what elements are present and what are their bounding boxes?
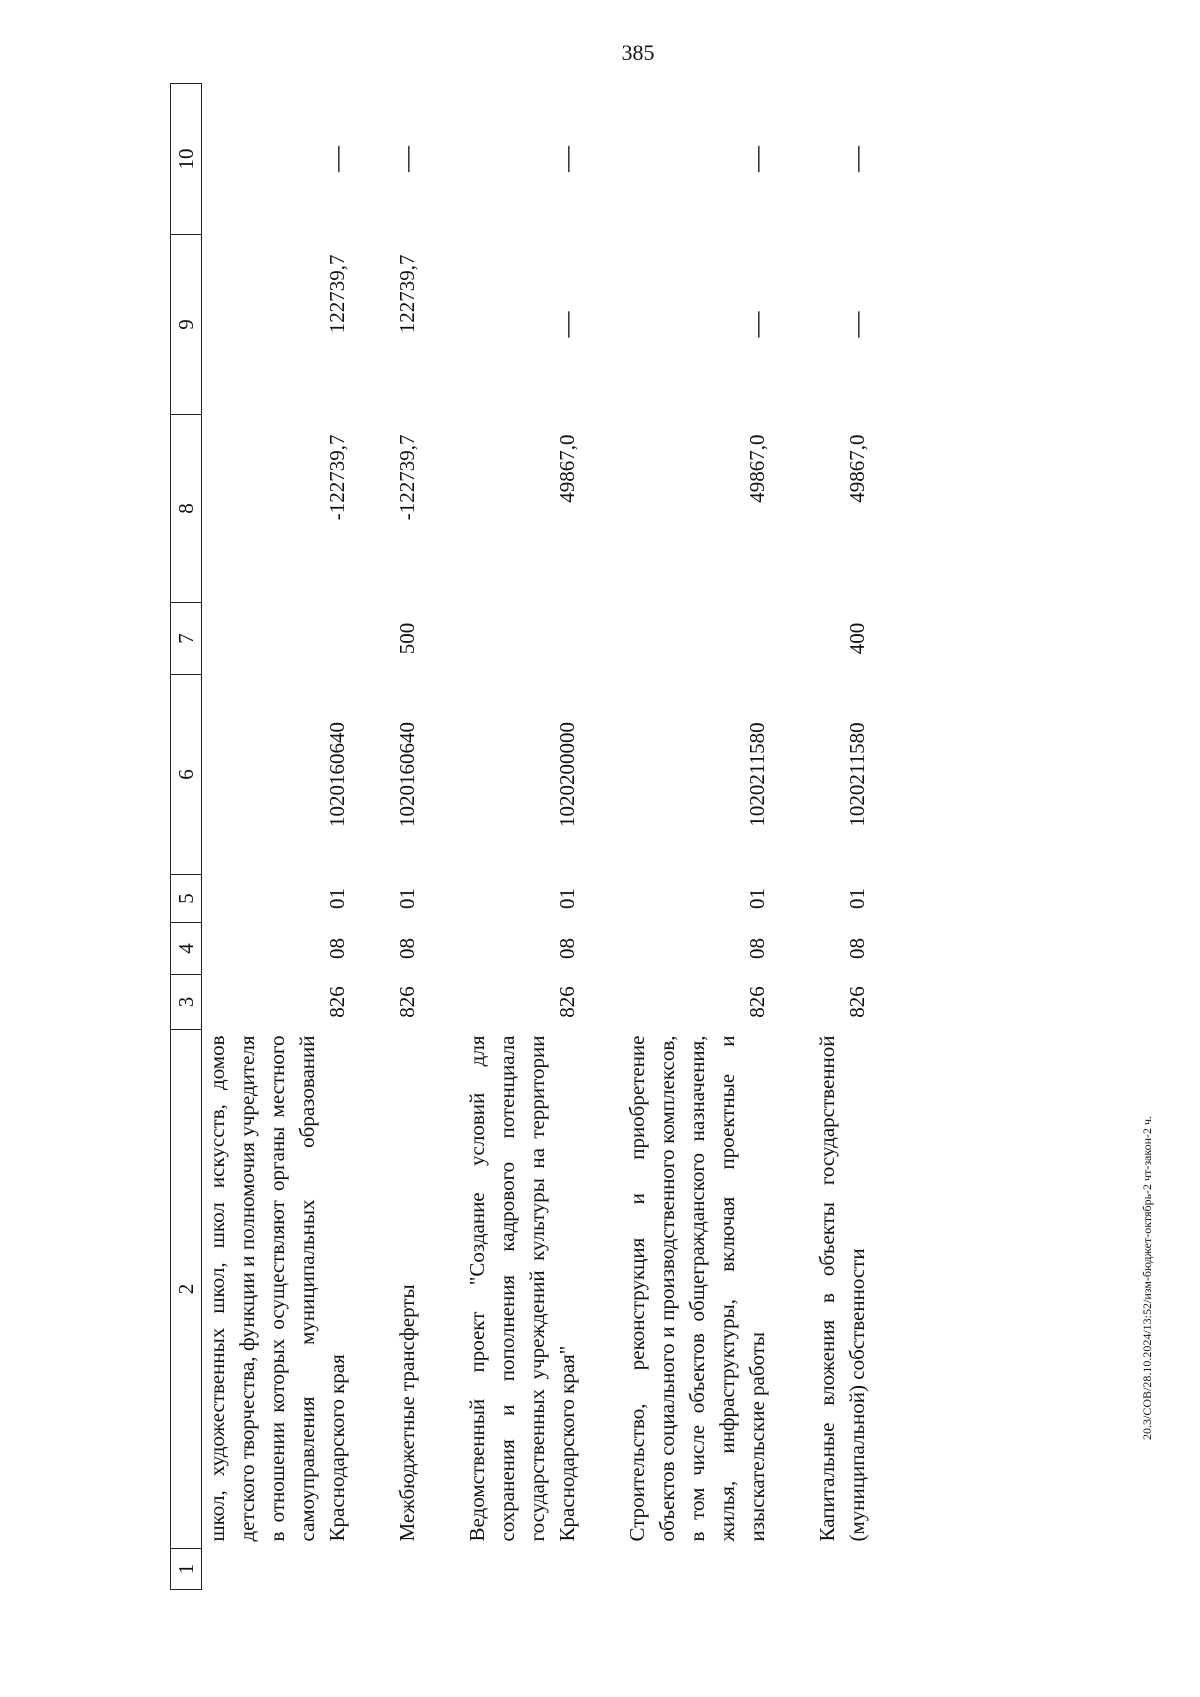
header-col-1-label: 1: [171, 1548, 201, 1589]
row-csr: 1020200000: [555, 722, 579, 827]
row-rz: 08: [845, 938, 869, 959]
row-col9: —: [842, 311, 871, 338]
row-vr: 400: [845, 622, 869, 655]
header-col-9: 9: [171, 235, 202, 415]
footer-code: 20.3/СОВ/28.10.2024/13:52/изм-бюджет-октябрь-2 чт-закон-2 ч.: [1140, 1115, 1154, 1440]
budget-table-rotated: [170, 84, 1060, 1590]
row-col10: —: [322, 146, 351, 172]
row-col8: -122739,7: [325, 434, 349, 521]
row-ved: 826: [325, 986, 349, 1018]
row-vr: [202, 603, 353, 675]
header-col-3: 3: [171, 975, 202, 1030]
row-spacer: [772, 84, 812, 1590]
row-rz: 08: [555, 938, 579, 959]
header-col-10: 10: [171, 84, 202, 235]
row-csr: 1020211580: [845, 722, 869, 827]
row-col10: —: [552, 146, 581, 172]
budget-table: [170, 83, 872, 1590]
row-vr: [622, 603, 772, 675]
header-col-1: [171, 1030, 202, 1590]
row-csr: 1020160640: [395, 722, 419, 827]
row-spacer: [422, 84, 462, 1590]
row-name: Межбюджетные трансферты: [395, 1284, 419, 1542]
header-col-6: 6: [171, 675, 202, 875]
header-col-7: 7: [171, 603, 202, 675]
row-spacer: [352, 84, 392, 1590]
page-number: 385: [621, 40, 655, 65]
row-vr: 500: [395, 622, 419, 655]
row-pr: 01: [745, 888, 769, 909]
table-row: [622, 84, 772, 1590]
row-rz: 08: [395, 938, 419, 959]
row-vr: [462, 603, 582, 675]
row-col9: —: [742, 311, 771, 338]
row-col9: 122739,7: [395, 254, 419, 334]
row-csr: 1020160640: [325, 722, 349, 827]
table-row: [462, 84, 582, 1590]
row-ved: 826: [745, 986, 769, 1018]
row-col9: 122739,7: [325, 254, 349, 334]
row-col10: —: [842, 146, 871, 172]
table-row: [812, 84, 872, 1590]
row-pr: 01: [845, 888, 869, 909]
row-ved: 826: [395, 986, 419, 1018]
row-rz: 08: [325, 938, 349, 959]
row-rz: 08: [745, 938, 769, 959]
row-csr: 1020211580: [745, 722, 769, 827]
row-col10: —: [742, 146, 771, 172]
header-col-4: 4: [171, 923, 202, 975]
row-col8: 49867,0: [555, 434, 579, 503]
table-header-row: [171, 84, 202, 1590]
row-name: Строительство, реконструкция и приобретение объектов социального и производственного комплексов, в том числе объектов общегражданского назначения, жилья, инфраструктуры, включая проектные и изыскательские работы: [625, 1035, 769, 1542]
row-name: Ведомственный проект "Создание условий для сохранения и пополнения кадрового потенциала государственных учреждений культуры на территории Краснодарского края": [465, 1035, 579, 1542]
row-col8: -122739,7: [395, 434, 419, 521]
row-pr: 01: [395, 888, 419, 909]
table-row: [392, 84, 422, 1590]
row-col8: 49867,0: [845, 434, 869, 503]
row-name: Капитальные вложения в объекты государственной (муниципальной) собственности: [815, 1035, 869, 1542]
row-name: школ, художественных школ, школ искусств, домов детского творчества, функции и полномочия учредителя в отношении которых осуществляют органы местного самоуправления муниципальных образований Краснодарского края: [205, 1035, 349, 1542]
header-col-8: 8: [171, 415, 202, 603]
header-col-2-label: 2: [174, 1283, 198, 1295]
row-ved: 826: [845, 986, 869, 1018]
row-col9: —: [552, 311, 581, 338]
row-ved: 826: [555, 986, 579, 1018]
row-spacer: [582, 84, 622, 1590]
table-row: [202, 84, 353, 1590]
row-col8: 49867,0: [745, 434, 769, 503]
row-pr: 01: [555, 888, 579, 909]
row-pr: 01: [325, 888, 349, 909]
row-col10: —: [392, 146, 421, 172]
header-col-5: 5: [171, 875, 202, 923]
